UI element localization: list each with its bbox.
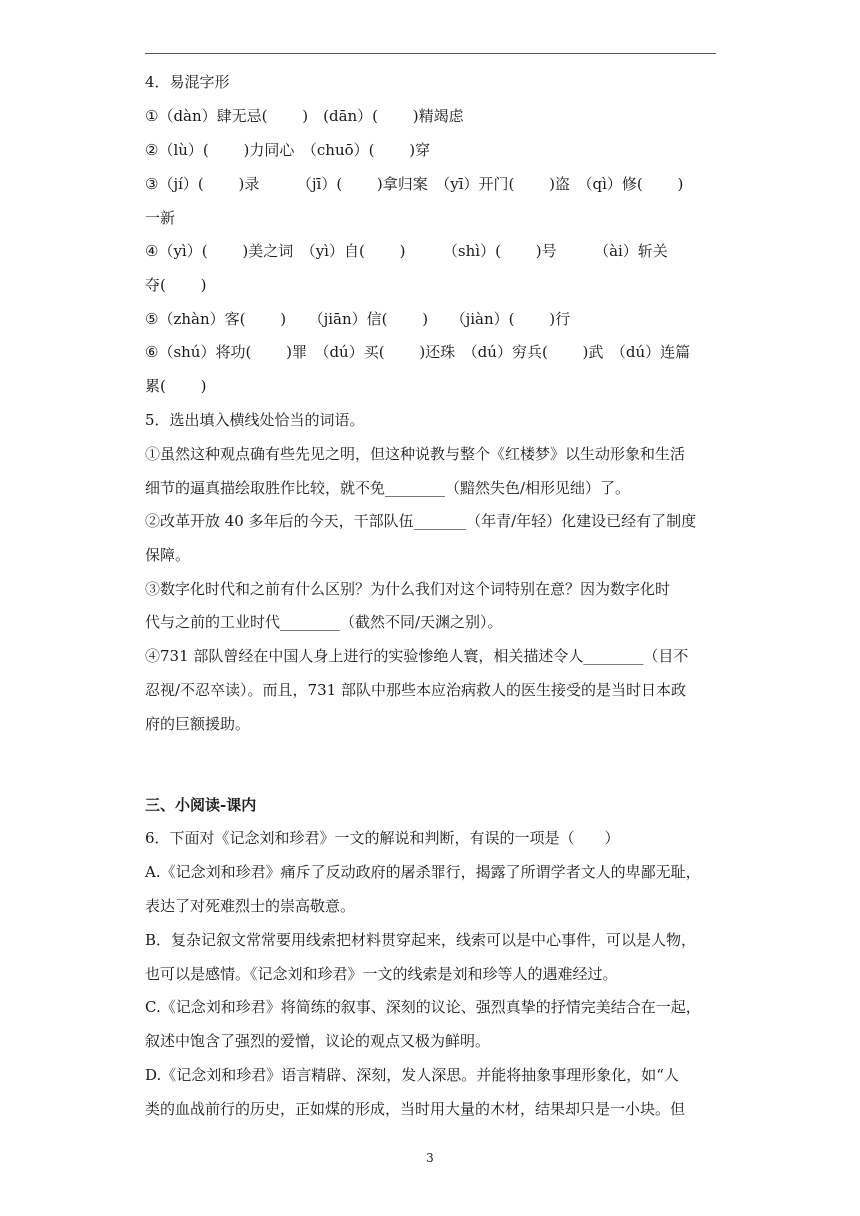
question-5-item-3: ③数字化时代和之前有什么区别？为什么我们对这个词特别在意？因为数字化时 — [145, 580, 671, 598]
question-4-item-1: ①（dàn）肆无忌( ) (dān）( )精竭虑 — [145, 107, 464, 125]
question-6-option-b-cont: 也可以是感情。《记念刘和珍君》一文的线索是刘和珍等人的遇难经过。 — [145, 965, 618, 983]
question-6-option-a-cont: 表达了对死难烈士的崇高敬意。 — [145, 897, 356, 915]
question-6-stem: 6．下面对《记念刘和珍君》一文的解说和判断，有误的一项是（ ） — [145, 829, 620, 847]
question-6-option-c: C.《记念刘和珍君》将简练的叙事、深刻的议论、强烈真挚的抒情完美结合在一起， — [145, 998, 701, 1016]
question-4-item-2: ②（lù）( )力同心 （chuō）( )穿 — [145, 141, 431, 159]
question-6-option-b: B．复杂记叙文常常要用线索把材料贯穿起来，线索可以是中心事件，可以是人物， — [145, 931, 697, 949]
question-4-item-6: ⑥（shú）将功( )罪 （dú）买( )还珠 （dú）穷兵( )武 （dú）连篇 — [145, 343, 691, 361]
question-4-item-6-cont: 累( ) — [145, 377, 207, 395]
header-rule — [145, 53, 716, 54]
question-5-item-1: ①虽然这种观点确有些先见之明，但这种说教与整个《红楼梦》以生动形象和生活 — [145, 445, 686, 463]
question-5-item-1-cont: 细节的逼真描绘取胜作比较，就不免________（黯然失色/相形见绌）了。 — [145, 479, 631, 497]
question-5-item-2-cont: 保障。 — [145, 546, 191, 564]
page-number: 3 — [426, 1151, 434, 1165]
question-6-option-a: A.《记念刘和珍君》痛斥了反动政府的屠杀罪行，揭露了所谓学者文人的卑鄙无耻， — [145, 863, 701, 881]
question-4-item-3-cont: 一新 — [145, 209, 176, 227]
question-4-title: 4．易混字形 — [145, 73, 230, 91]
question-5-item-4: ④731 部队曾经在中国人身上进行的实验惨绝人寰，相关描述令人________（目不 — [145, 647, 689, 665]
question-5-title: 5．选出填入横线处恰当的词语。 — [145, 411, 365, 429]
question-6-option-d-cont: 类的血战前行的历史，正如煤的形成，当时用大量的木材，结果却只是一小块。但 — [145, 1100, 686, 1118]
question-5-item-4-cont: 忍视/不忍卒读）。而且，731 部队中那些本应治病救人的医生接受的是当时日本政 — [145, 681, 686, 699]
question-4-item-5: ⑤（zhàn）客( ) （jiān）信( ) （jiàn）( )行 — [145, 310, 571, 328]
question-6-option-c-cont: 叙述中饱含了强烈的爱憎，议论的观点又极为鲜明。 — [145, 1032, 491, 1050]
section-3-heading: 三、小阅读-课内 — [145, 796, 257, 814]
question-6-option-d: D.《记念刘和珍君》语言精辟、深刻，发人深思。并能将抽象事理形象化，如“人 — [145, 1066, 679, 1084]
question-5-item-4-cont-2: 府的巨额援助。 — [145, 715, 251, 733]
question-4-item-4-cont: 夺( ) — [145, 276, 207, 294]
question-4-item-3: ③（jí）( )录 （jī）( )拿归案 （yī）开门( )盗 （qì）修( ) — [145, 175, 684, 193]
question-4-item-4: ④（yì）( )美之词 （yì）自( ) （shì）( )号 （ài）斩关 — [145, 242, 668, 260]
question-5-item-3-cont: 代与之前的工业时代________（截然不同/天渊之别）。 — [145, 613, 503, 631]
question-5-item-2: ②改革开放 40 多年后的今天，干部队伍_______（年青/年轻）化建设已经有了制度 — [145, 512, 697, 530]
